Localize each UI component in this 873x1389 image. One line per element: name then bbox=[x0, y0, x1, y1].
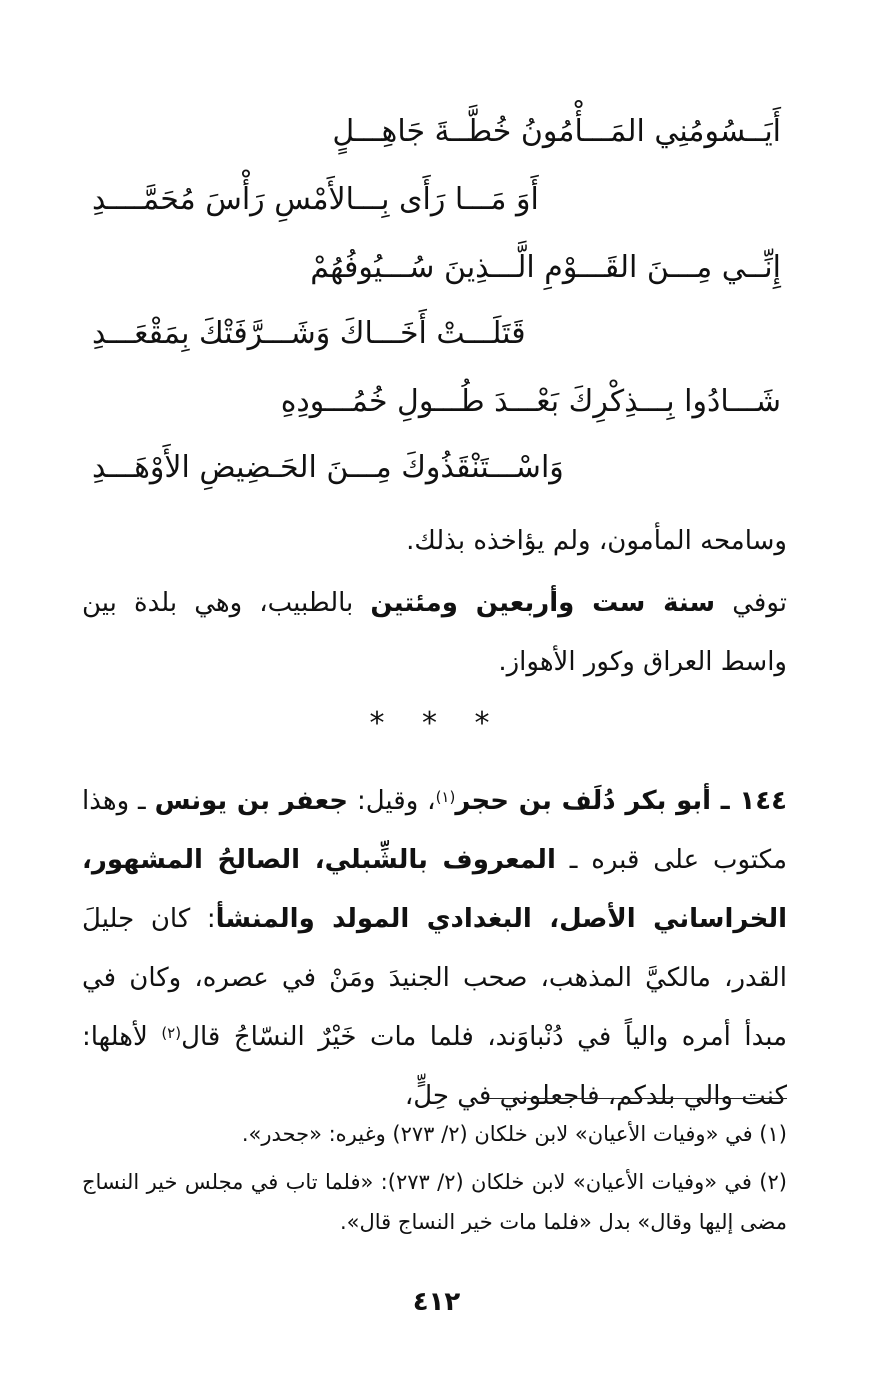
death-suffix: بالطبيب، وهي بلدة بين واسط العراق وكور الأهواز. bbox=[82, 588, 787, 677]
entry-text-4: لأهلها: كنت والي بلدكم، فاجعلوني في حِلٍّ، bbox=[82, 1022, 787, 1111]
entry-text-3: : كان جليلَ القدر، مالكيَّ المذهب، صحب الجنيدَ ومَنْ في عصره، وكان في مبدأ أمره والياً في دُنْباوَند، فلما مات خَيْرٌ النسّاجُ قال bbox=[82, 904, 787, 1052]
death-date: سنة ست وأربعين ومئتين bbox=[370, 588, 716, 618]
page-number: ٤١٢ bbox=[412, 1287, 461, 1317]
footnote-divider bbox=[489, 1098, 787, 1099]
footnote-marker-1: (١) bbox=[435, 788, 456, 806]
footnote-marker-2: (٢) bbox=[161, 1024, 182, 1042]
verse-line-5: شَـــادُوا بِـــذِكْرِكَ بَعْـــدَ طُـــولِ خُمُـــودِهِ bbox=[280, 384, 781, 419]
footnote-2: (٢) في «وفيات الأعيان» لابن خلكان (٢/ ٢٧٣): «فلما تاب في مجلس خير النساج مضى إليها وقال» بدل «فلما مات خير النساج قال». bbox=[82, 1170, 787, 1234]
paragraph-forgiveness bbox=[82, 512, 787, 571]
entry-text-1: ، وقيل: bbox=[348, 786, 436, 816]
paragraph-forgiveness-text: وسامحه المأمون، ولم يؤاخذه بذلك. bbox=[406, 526, 787, 556]
biography-entry bbox=[82, 772, 787, 1126]
death-prefix: توفي bbox=[715, 588, 787, 618]
entry-alt-name: جعفر بن يونس bbox=[154, 786, 349, 816]
entry-epithets: المعروف بالشِّبلي، الصالحُ المشهور، الخراساني الأصل، البغدادي المولد والمنشأ bbox=[82, 845, 787, 934]
entry-text-2: ـ وهذا مكتوب على قبره ـ bbox=[82, 786, 788, 875]
paragraph-death bbox=[82, 574, 787, 692]
verse-line-2: أَوَ مَـــا رَأَى بِـــالأَمْسِ رَأْسَ مُحَمَّــــدِ bbox=[92, 182, 539, 217]
verse-line-3: إِنِّــي مِـــنَ القَـــوْمِ الَّـــذِينَ سُـــيُوفُهُمْ bbox=[310, 250, 781, 285]
section-separator: * * * bbox=[369, 706, 504, 741]
verse-line-1: أَيَــسُومُنِي المَـــأْمُونُ خُطَّــةَ جَاهِـــلٍ bbox=[332, 114, 781, 149]
entry-heading: ١٤٤ ـ أبو بكر دُلَف بن حجر bbox=[455, 786, 787, 816]
verse-line-6: وَاسْـــتَنْقَذُوكَ مِـــنَ الحَـضِيضِ الأَوْهَـــدِ bbox=[92, 450, 564, 485]
footnote-1: (١) في «وفيات الأعيان» لابن خلكان (٢/ ٢٧٣) وغيره: «جحدر». bbox=[241, 1122, 787, 1146]
verse-line-4: قَتَلَـــتْ أَخَـــاكَ وَشَـــرَّفَتْكَ بِمَقْعَـــدِ bbox=[92, 316, 526, 351]
